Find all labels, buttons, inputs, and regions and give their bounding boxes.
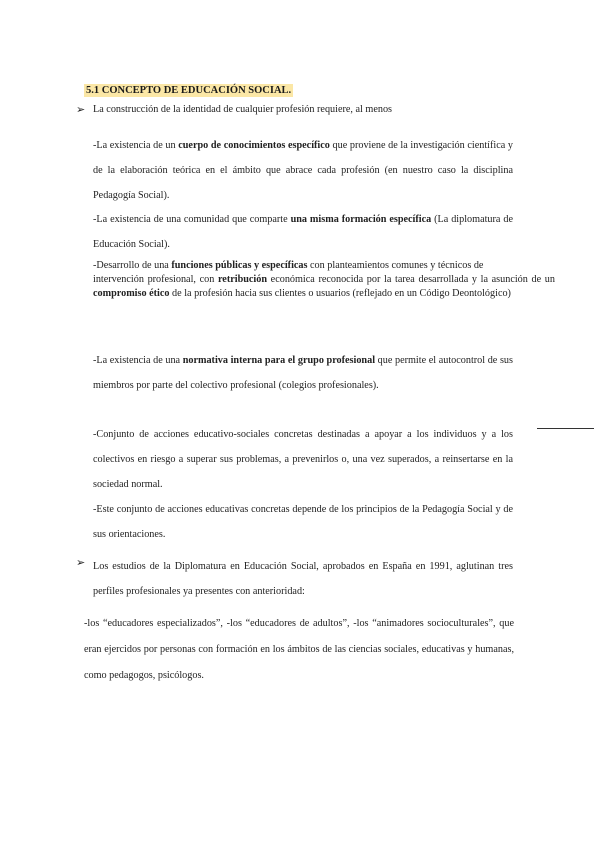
paragraph-principios: -Este conjunto de acciones educativas concretas depende de los principios de la Pedagogía Social y de sus orientaciones. [93,504,513,540]
section-heading: 5.1 CONCEPTO DE EDUCACIÓN SOCIAL. [86,85,292,96]
paragraph-normativa: -La existencia de una normativa interna para el grupo profesional que permite el autocontrol de sus miembros por parte del colectivo profesional (colegios profesionales). [93,355,513,391]
paragraph-formacion: -La existencia de una comunidad que comparte una misma formación específica (La diplomatura de Educación Social). [93,214,513,250]
paragraph-funciones: -Desarrollo de una funciones públicas y específicas con planteamientos comunes y técnicos de intervención profesional, con retribución económica reconocida por la tarea desarrollada y la asunción de un compromiso ético de la profesión hacia sus clientes o usuarios (reflejado en un Código Deontológico) [93,260,555,299]
paragraph-acciones: -Conjunto de acciones educativo-sociales concretas destinadas a apoyar a los individuos y a los colectivos en riesgo a superar sus problemas, a prevenirlos o, una vez superados, a reinsertarse en la sociedad normal. [93,429,513,490]
bullet-arrow-icon: ➢ [76,557,86,569]
bullet-arrow-icon: ➢ [76,104,86,116]
paragraph-perfiles: -los “educadores especializados”, -los “educadores de adultos”, -los “animadores socioculturales”, que eran ejercidos por personas con formación en los ámbitos de las ciencias sociales, educativas y humanas, como pedagogos, psicólogos. [84,618,514,681]
paragraph-cuerpo-conocimientos: -La existencia de un cuerpo de conocimientos específico que proviene de la investigación científica y de la elaboración teórica en el ámbito que abrace cada profesión (en nuestro caso la disciplina Pedagogía Social). [93,140,513,201]
horizontal-rule [537,428,594,429]
intro-text: La construcción de la identidad de cualquier profesión requiere, al menos [93,104,392,115]
paragraph-diplomatura: Los estudios de la Diplomatura en Educación Social, aprobados en España en 1991, aglutinan tres perfiles profesionales ya presentes con anterioridad: [93,561,513,597]
